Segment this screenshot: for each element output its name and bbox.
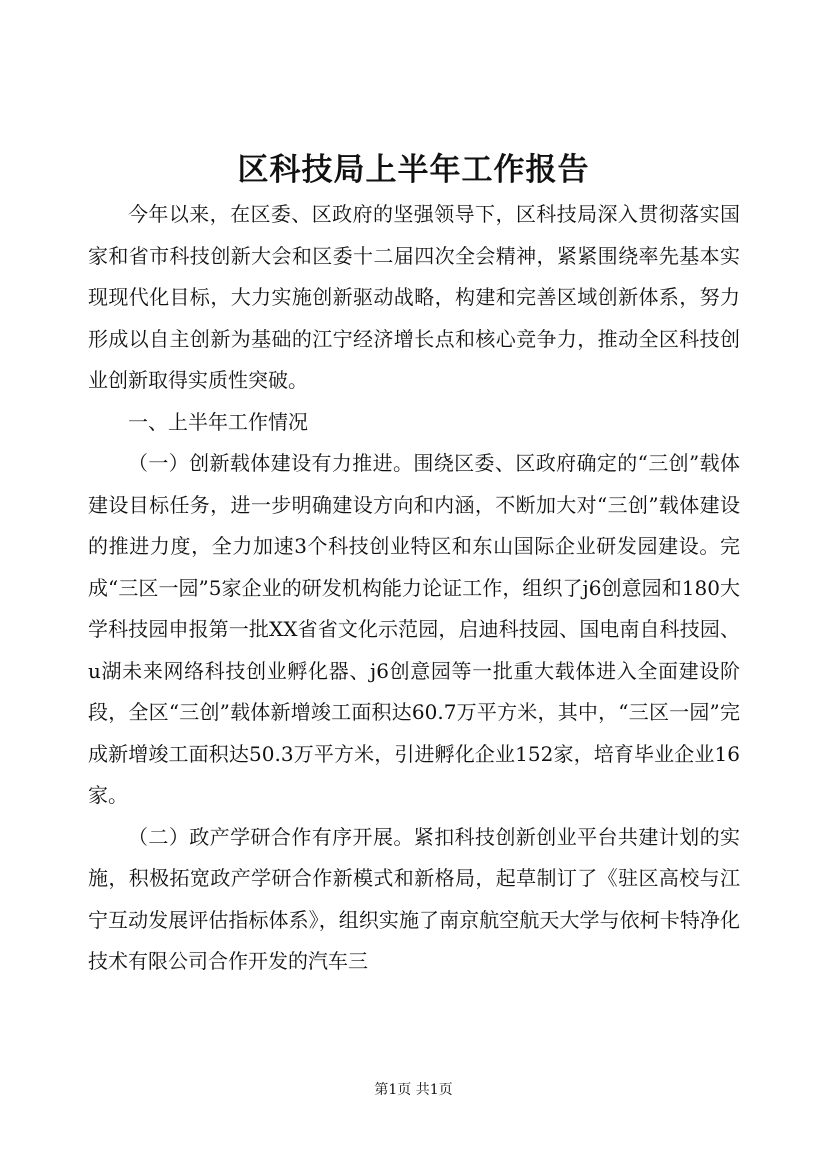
section-heading: 一、上半年工作情况 [128,409,308,434]
paragraph-cooperation: （二）政产学研合作有序开展。紧扣科技创新创业平台共建计划的实施，积极拓宽政产学研合作新模式和新格局，起草制订了《驻区高校与江宁互动发展评估指标体系》，组织实施了南京航空航天大学与依柯卡特净化技术有限公司合作开发的汽车三 [88,824,740,973]
page-footer: 第1页 共1页 [374,1082,453,1098]
paragraph-carrier-construction: （一）创新载体建设有力推进。围绕区委、区政府确定的“三创”载体建设目标任务，进一步明确建设方向和内涵，不断加大对“三创”载体建设的推进力度，全力加速3个科技创业特区和东山国际企业研发园建设。完成“三区一园”5家企业的研发机构能力论证工作，组织了j6创意园和180大学科技园申报第一批XX省省文化示范园，启迪科技园、国电南自科技园、u湖未来网络科技创业孵化器、j6创意园等一批重大载体进入全面建设阶段，全区“三创”载体新增竣工面积达60.7万平方米，其中，“三区一园”完成新增竣工面积达50.3万平方米，引进孵化企业152家，培育毕业企业16家。 [88,451,740,807]
document-title: 区科技局上半年工作报告 [237,152,590,188]
document-body [88,194,740,983]
paragraph-intro: 今年以来，在区委、区政府的坚强领导下，区科技局深入贯彻落实国家和省市科技创新大会和区委十二届四次全会精神，紧紧围绕率先基本实现现代化目标，大力实施创新驱动战略，构建和完善区域创新体系，努力形成以自主创新为基础的江宁经济增长点和核心竞争力，推动全区科技创业创新取得实质性突破。 [88,202,740,392]
